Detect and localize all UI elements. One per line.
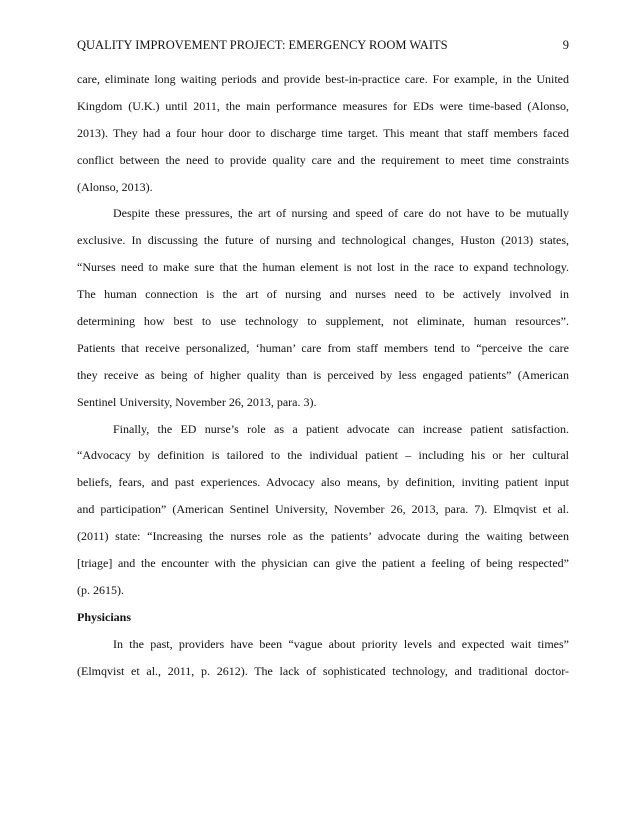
text-line: Sentinel University, November 26, 2013, para. 3). [77,394,317,409]
text-line: Kingdom (U.K.) until 2011, the main performance measures for EDs were time-based (Alonso, [77,98,569,113]
text-line: (Alonso, 2013). [77,179,153,194]
page-number: 9 [562,38,569,52]
text-line: conflict between the need to provide quality care and the requirement to meet time constraints [77,152,569,167]
text-line: Despite these pressures, the art of nursing and speed of care do not have to be mutually [113,206,569,221]
text-line: 2013). They had a four hour door to discharge time target. This meant that staff members faced [77,125,569,140]
header-title: QUALITY IMPROVEMENT PROJECT: EMERGENCY ROOM WAITS [77,38,448,52]
text-line: beliefs, fears, and past experiences. Advocacy also means, by definition, inviting patient input [77,475,569,490]
section-heading: Physicians [77,609,132,624]
text-line: Finally, the ED nurse’s role as a patient advocate can increase patient satisfaction. [113,421,569,436]
text-line: (Elmqvist et al., 2011, p. 2612). The lack of sophisticated technology, and traditional doctor- [77,663,569,678]
text-line: “Advocacy by definition is tailored to the individual patient – including his or her cultural [77,448,569,463]
text-line: care, eliminate long waiting periods and provide best-in-practice care. For example, in the United [77,72,569,86]
text-line: (2011) state: “Increasing the nurses role as the patients’ advocate during the waiting between [77,529,569,544]
text-line: “Nurses need to make sure that the human element is not lost in the race to expand technology. [77,260,569,275]
text-line: The human connection is the art of nursing and nurses need to be actively involved in [77,287,569,302]
text-line: and participation” (American Sentinel University, November 26, 2013, para. 7). Elmqvist et al. [77,502,569,517]
text-line: Patients that receive personalized, ‘human’ care from staff members tend to “perceive the care [77,340,569,355]
text-line: determining how best to use technology to supplement, not eliminate, human resources”. [77,314,569,329]
body-text [77,70,569,688]
text-line: exclusive. In discussing the future of nursing and technological changes, Huston (2013) states, [77,233,569,248]
text-line: In the past, providers have been “vague about priority levels and expected wait times” [113,636,569,651]
text-line: (p. 2615). [77,582,124,597]
text-line: they receive as being of higher quality than is perceived by less engaged patients” (American [77,367,569,382]
text-line: [triage] and the encounter with the physician can give the patient a feeling of being respected” [77,556,569,571]
running-header [77,36,569,54]
